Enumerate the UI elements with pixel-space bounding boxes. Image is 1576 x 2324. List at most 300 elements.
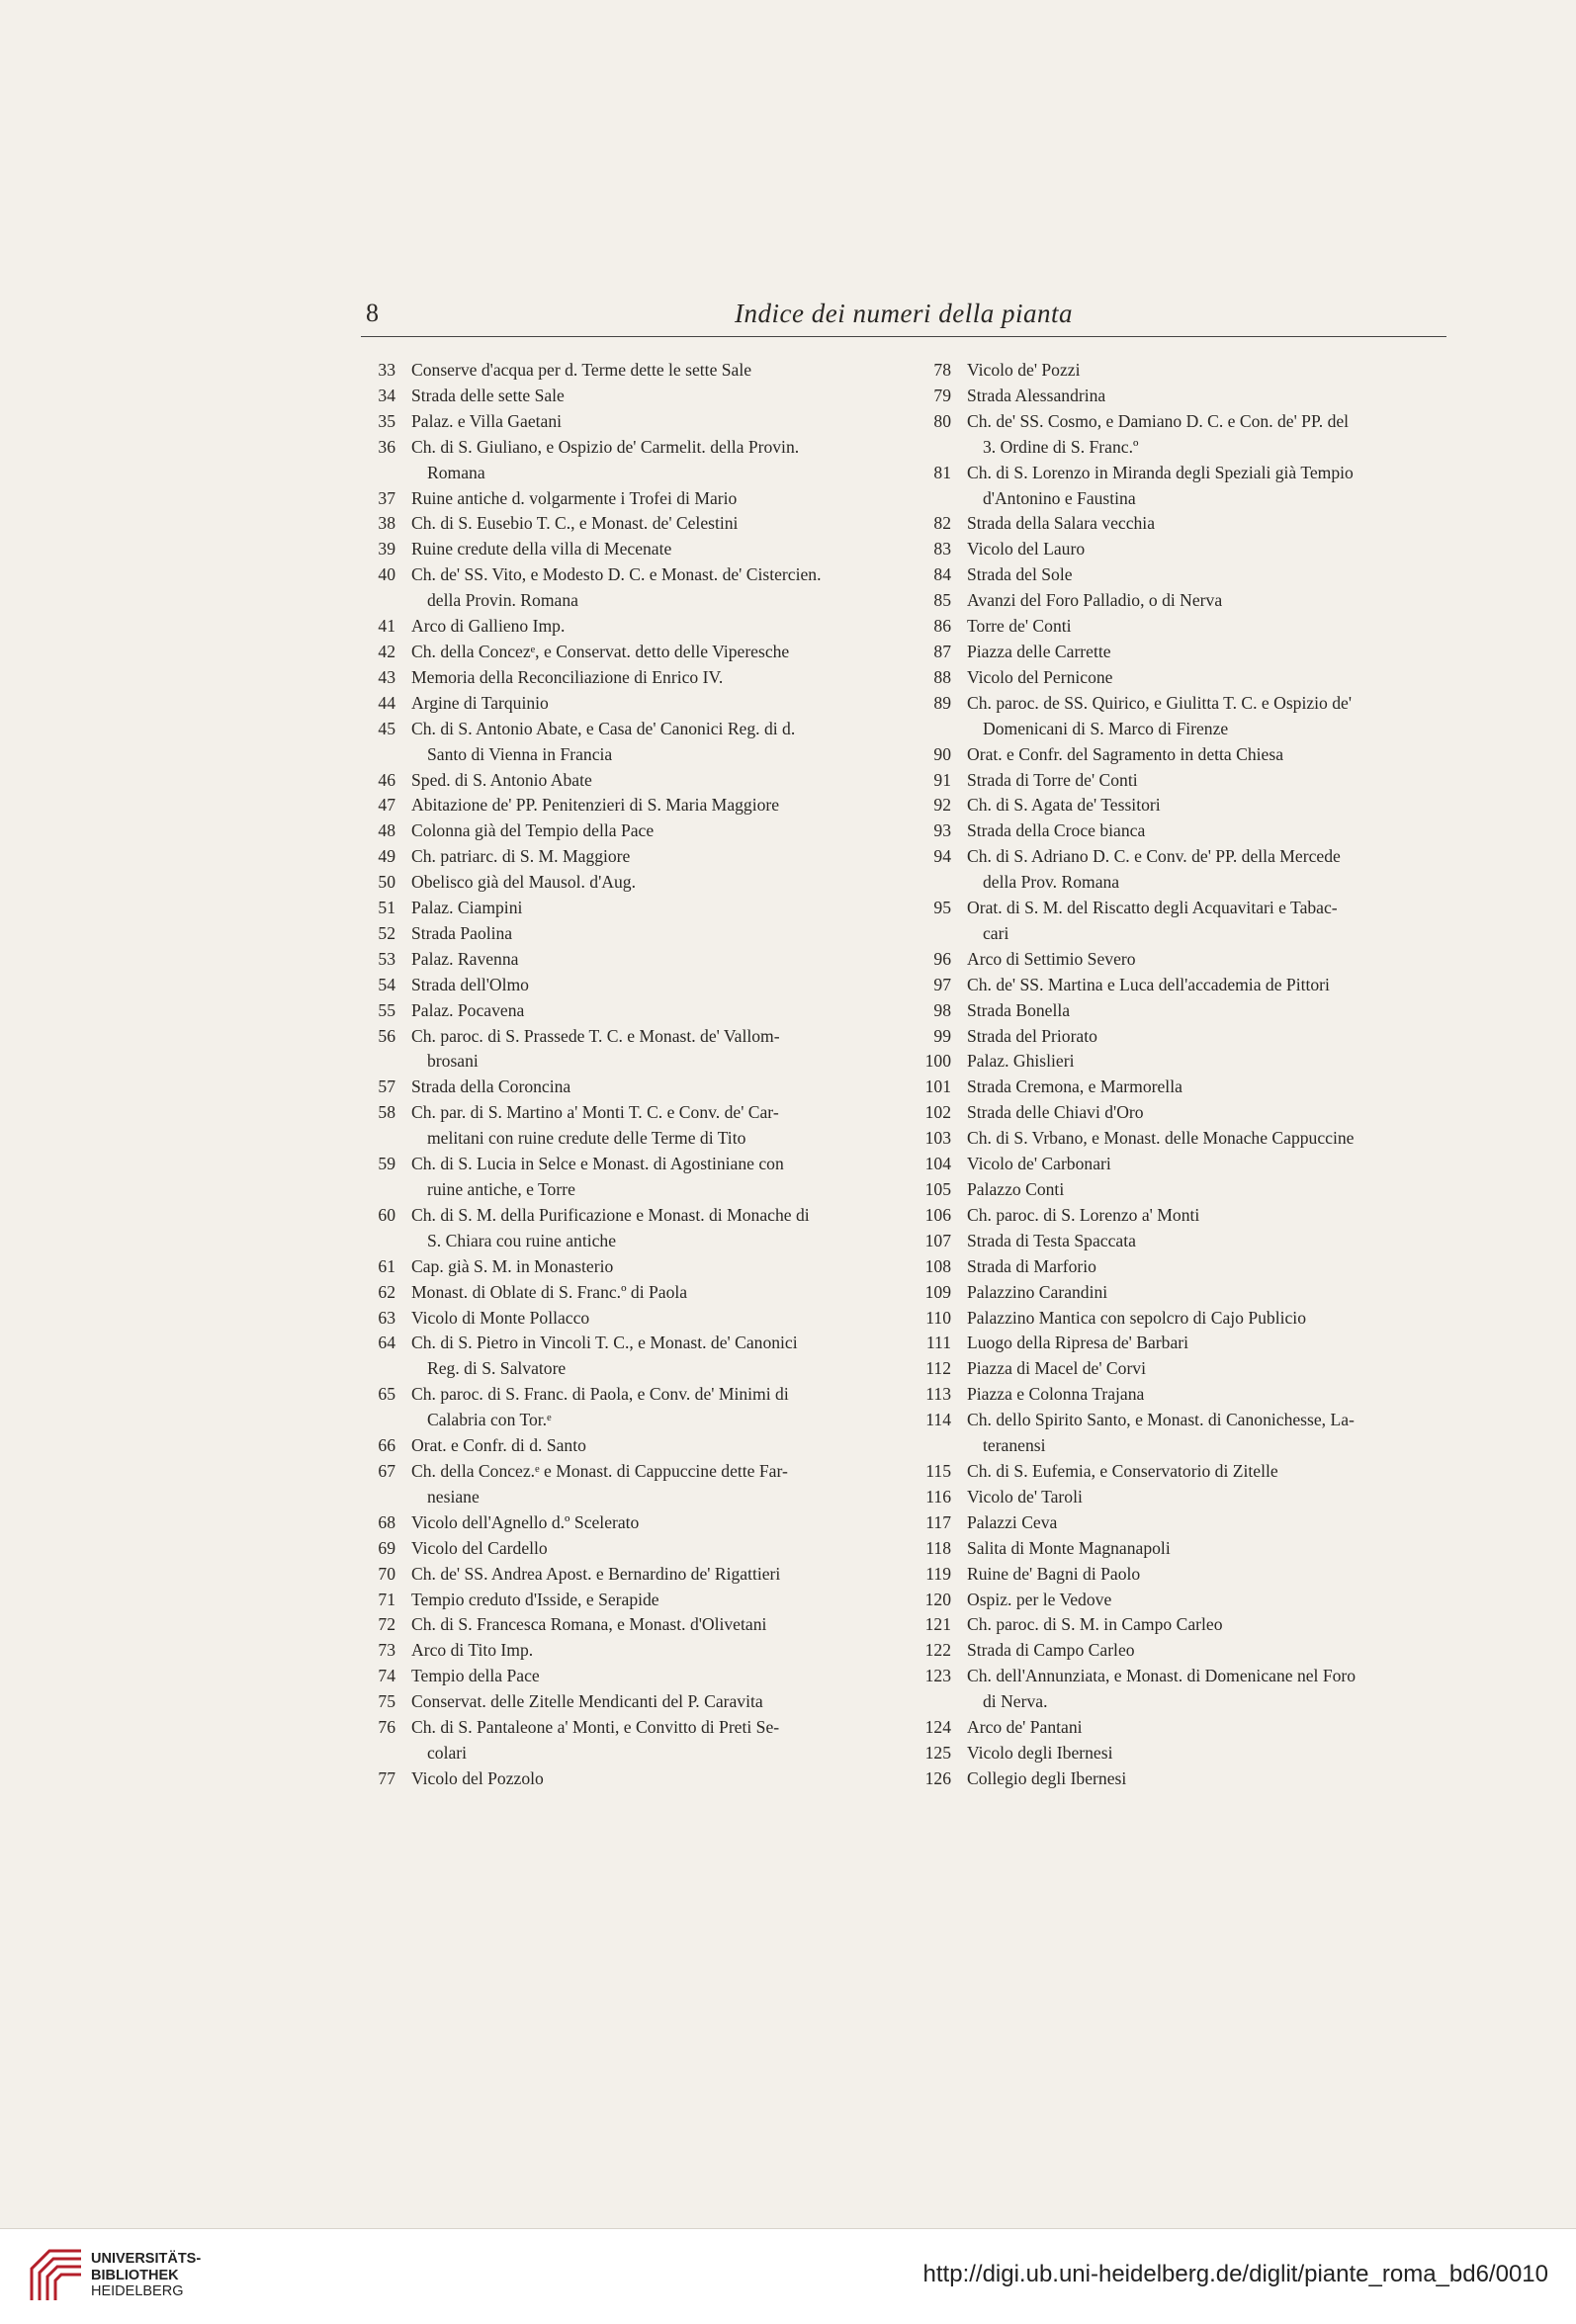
entry-number: 49 [378,846,395,867]
entry-text-line: Ch. dell'Annunziata, e Monast. di Domenicane nel Foro [967,1666,1357,1686]
entry-number: 99 [933,1025,951,1046]
entry-text-line: Ch. paroc. de SS. Quirico, e Giulitta T. C. e Ospizio de' [967,692,1353,713]
entry-number: 81 [933,462,951,482]
entry-text [967,640,1449,665]
entry-number: 123 [924,1666,951,1686]
index-entry [356,896,890,921]
index-entry [356,1536,890,1562]
entry-text-continuation: Romana [427,462,485,482]
index-entry [356,562,890,614]
entry-text-line: Vicolo del Pozzolo [411,1767,544,1788]
entry-number: 106 [924,1204,951,1225]
index-entry [356,1638,890,1664]
entry-number: 94 [933,846,951,867]
library-name-line3: HEIDELBERG [91,2283,184,2299]
entry-text-line: Ch. dello Spirito Santo, e Monast. di Canonichesse, La- [967,1410,1355,1430]
entry-text [411,1510,890,1536]
index-entry [356,1382,890,1433]
entry-text [411,665,890,691]
entry-text [967,1280,1449,1306]
index-entry [356,486,890,512]
entry-text [967,1485,1449,1510]
entry-text-line: Ch. della Concez.ᵉ e Monast. di Cappuccine dette Far- [411,1460,788,1481]
index-entry [356,511,890,537]
index-entry [908,1177,1449,1203]
library-logo-icon [28,2247,85,2304]
entry-number: 74 [378,1666,395,1686]
index-entry [356,1562,890,1588]
entry-text [411,973,890,998]
index-entry [908,1766,1449,1792]
entry-text-continuation: 3. Ordine di S. Franc.º [983,436,1139,457]
index-entry [908,973,1449,998]
entry-text-line: Strada del Sole [967,564,1073,585]
entry-number: 110 [925,1307,951,1328]
entry-text [967,1229,1449,1254]
entry-text-line: Strada della Croce bianca [967,820,1146,841]
index-entry [356,1024,890,1076]
index-entry [908,665,1449,691]
entry-number: 65 [378,1384,395,1405]
entry-text [967,1638,1449,1664]
entry-text [411,844,890,870]
entry-text-line: Strada di Marforio [967,1255,1096,1276]
entry-text-line: Salita di Monte Magnanapoli [967,1537,1171,1558]
entry-number: 101 [924,1076,951,1097]
entry-number: 45 [378,718,395,738]
entry-number: 77 [378,1767,395,1788]
index-entry [908,1024,1449,1050]
index-entry [356,768,890,794]
index-entry [908,1075,1449,1100]
index-entry [908,461,1449,512]
index-entry [908,384,1449,409]
entry-text [411,1536,890,1562]
entry-number: 64 [378,1333,395,1353]
entry-number: 40 [378,564,395,585]
entry-text [967,511,1449,537]
entry-text-line: Vicolo di Monte Pollacco [411,1307,590,1328]
entry-text [967,562,1449,588]
entry-number: 83 [933,539,951,559]
entry-text-line: Palaz. Ciampini [411,898,523,918]
index-entry [908,818,1449,844]
index-entry [908,1638,1449,1664]
entry-text-line: Argine di Tarquinio [411,692,549,713]
entry-number: 41 [378,616,395,637]
entry-number: 95 [933,898,951,918]
entry-text-line: Palazzo Conti [967,1179,1065,1199]
entry-text-line: Arco di Gallieno Imp. [411,616,566,637]
entry-number: 79 [933,385,951,405]
entry-text-line: Ch. di S. Vrbano, e Monast. delle Monache Cappuccine [967,1128,1355,1149]
index-entry [908,1254,1449,1280]
entry-number: 60 [378,1204,395,1225]
index-entry [356,793,890,818]
entry-text-line: Luogo della Ripresa de' Barbari [967,1333,1188,1353]
entry-number: 43 [378,666,395,687]
entry-text [967,1024,1449,1050]
index-entry [908,1331,1449,1356]
entry-text [411,1433,890,1459]
index-entry [356,947,890,973]
entry-text [967,1715,1449,1741]
entry-number: 33 [378,360,395,380]
entry-text-line: Palaz. Ravenna [411,948,519,969]
entry-text-line: Obelisco già del Mausol. d'Aug. [411,872,636,893]
entry-text-line: Ch. paroc. di S. Prassede T. C. e Monast. de' Vallom- [411,1025,780,1046]
entry-text-line: Vicolo degli Ibernesi [967,1742,1113,1763]
entry-text [411,1382,890,1433]
entry-text-line: Ch. de' SS. Martina e Luca dell'accademia de Pittori [967,974,1330,994]
entry-text [411,1664,890,1689]
entry-text [967,1536,1449,1562]
entry-text-line: Conservat. delle Zitelle Mendicanti del P. Caravita [411,1691,763,1712]
entry-number: 93 [933,820,951,841]
index-entry [908,768,1449,794]
entry-number: 104 [924,1154,951,1174]
index-entry [356,1510,890,1536]
entry-text-line: Strada Paolina [411,922,513,943]
entry-text-line: Sped. di S. Antonio Abate [411,769,592,790]
entry-number: 96 [933,948,951,969]
page-number: 8 [366,299,379,327]
entry-text-line: Ch. di S. Giuliano, e Ospizio de' Carmelit. della Provin. [411,436,800,457]
entry-text-line: Orat. e Confr. del Sagramento in detta Chiesa [967,743,1284,764]
entry-number: 112 [925,1358,951,1379]
entry-number: 48 [378,820,395,841]
entry-number: 98 [933,999,951,1020]
entry-text [411,1280,890,1306]
page-title: Indice dei numeri della pianta [735,299,1073,328]
index-entry [356,844,890,870]
entry-number: 88 [933,666,951,687]
index-entry [908,588,1449,614]
entry-text-line: Ch. di S. Pantaleone a' Monti, e Convitto di Preti Se- [411,1717,780,1738]
entry-text [411,614,890,640]
index-entry [908,409,1449,461]
entry-number: 51 [378,898,395,918]
entry-text [411,1715,890,1766]
entry-number: 58 [378,1102,395,1123]
entry-text [967,691,1449,742]
entry-text-line: Ch. di S. Adriano D. C. e Conv. de' PP. della Mercede [967,846,1341,867]
index-entry [908,1229,1449,1254]
entry-text [411,562,890,614]
entry-number: 39 [378,539,395,559]
entry-text [411,1331,890,1382]
entry-text [967,358,1449,384]
index-entry [908,1715,1449,1741]
entry-text-continuation: Calabria con Tor.ᵉ [427,1410,552,1430]
entry-number: 57 [378,1076,395,1097]
index-entry [356,973,890,998]
entry-text [967,1562,1449,1588]
index-entry [356,384,890,409]
entry-text-line: Torre de' Conti [967,616,1072,637]
entry-text [967,461,1449,512]
index-entry [908,1049,1449,1075]
entry-text-continuation: cari [983,922,1009,943]
entry-text [411,1638,890,1664]
entry-number: 126 [924,1767,951,1788]
entry-number: 84 [933,564,951,585]
entry-text [411,1588,890,1613]
entry-text-line: Piazza e Colonna Trajana [967,1384,1145,1405]
index-entry [908,1203,1449,1229]
entry-text-continuation: colari [427,1742,468,1763]
entry-text-line: Strada delle Chiavi d'Oro [967,1102,1144,1123]
entry-text-line: Orat. di S. M. del Riscatto degli Acquavitari e Tabac- [967,898,1338,918]
entry-text [411,511,890,537]
entry-number: 52 [378,922,395,943]
entry-text [411,384,890,409]
entry-text-continuation: Domenicani di S. Marco di Firenze [983,718,1229,738]
entry-number: 107 [924,1230,951,1250]
entry-text-line: Ch. par. di S. Martino a' Monti T. C. e Conv. de' Car- [411,1102,779,1123]
index-entry [908,1356,1449,1382]
index-entry [908,1100,1449,1126]
entry-text-line: Strada Bonella [967,999,1071,1020]
entry-text [967,742,1449,768]
index-entry [356,1203,890,1254]
entry-text-line: Memoria della Reconciliazione di Enrico IV. [411,666,724,687]
entry-text [967,1177,1449,1203]
entry-number: 109 [924,1281,951,1302]
index-entry [356,665,890,691]
entry-text-line: Ch. di S. Agata de' Tessitori [967,795,1161,816]
entry-number: 54 [378,974,395,994]
entry-text-continuation: Reg. di S. Salvatore [427,1358,567,1379]
permalink-url[interactable]: http://digi.ub.uni-heidelberg.de/diglit/piante_roma_bd6/0010 [922,2261,1548,2287]
entry-text-continuation: brosani [427,1051,479,1072]
entry-text [967,1664,1449,1715]
entry-text [411,358,890,384]
entry-text-line: Strada di Campo Carleo [967,1640,1135,1661]
entry-text-line: Vicolo dell'Agnello d.º Scelerato [411,1511,640,1532]
index-entry [356,691,890,717]
footer [0,2228,1576,2324]
entry-text [411,896,890,921]
index-entry [356,1588,890,1613]
index-entry [908,1485,1449,1510]
entry-number: 82 [933,513,951,534]
index-entry [356,614,890,640]
index-entry [908,1408,1449,1459]
index-entry [908,537,1449,562]
entry-number: 121 [924,1614,951,1635]
entry-text [967,537,1449,562]
entry-text-line: Strada Cremona, e Marmorella [967,1076,1182,1097]
entry-number: 86 [933,616,951,637]
entry-number: 87 [933,641,951,661]
entry-text-line: Palazzino Mantica con sepolcro di Cajo Publicio [967,1307,1306,1328]
entry-number: 78 [933,360,951,380]
entry-text [411,486,890,512]
entry-number: 90 [933,743,951,764]
entry-number: 119 [925,1563,951,1584]
entry-text-line: Palazzino Carandini [967,1281,1108,1302]
entry-text-continuation: di Nerva. [983,1691,1048,1712]
entry-number: 80 [933,410,951,431]
entry-text [967,1766,1449,1792]
entry-number: 37 [378,487,395,508]
entry-text [411,1203,890,1254]
entry-text-line: Ch. di S. Eufemia, e Conservatorio di Zitelle [967,1460,1278,1481]
index-entry [356,1075,890,1100]
index-entry [908,1741,1449,1766]
index-entry [356,1100,890,1152]
entry-text-line: Ch. paroc. di S. Franc. di Paola, e Conv. de' Minimi di [411,1384,789,1405]
entry-text [967,998,1449,1024]
entry-text [411,691,890,717]
entry-number: 66 [378,1435,395,1456]
index-entry [356,409,890,435]
entry-number: 46 [378,769,395,790]
entry-number: 97 [933,974,951,994]
entry-number: 62 [378,1281,395,1302]
entry-text [967,1356,1449,1382]
entry-text-line: Strada di Torre de' Conti [967,769,1138,790]
entry-number: 124 [924,1717,951,1738]
entry-text-line: Strada di Testa Spaccata [967,1230,1136,1250]
entry-number: 113 [925,1384,951,1405]
entry-text-line: Piazza di Macel de' Corvi [967,1358,1146,1379]
entry-text-continuation: ruine antiche, e Torre [427,1179,575,1199]
index-entry [908,1588,1449,1613]
entry-text [411,1254,890,1280]
library-name-line2: BIBLIOTHEK [91,2267,179,2283]
entry-text [411,1075,890,1100]
entry-text [967,409,1449,461]
entry-text [967,973,1449,998]
index-entry [908,562,1449,588]
entry-text-line: Tempio creduto d'Isside, e Serapide [411,1589,659,1609]
entry-text [967,1126,1449,1152]
entry-number: 68 [378,1511,395,1532]
entry-text [411,1562,890,1588]
entry-text [411,1100,890,1152]
index-entry [908,844,1449,896]
entry-text [967,1254,1449,1280]
entry-text [411,1612,890,1638]
entry-text-line: Palaz. e Villa Gaetani [411,410,563,431]
index-entry [908,947,1449,973]
index-entry [908,1612,1449,1638]
entry-text-line: Ch. de' SS. Cosmo, e Damiano D. C. e Con. de' PP. del [967,410,1350,431]
entry-number: 35 [378,410,395,431]
entry-text-continuation: Santo di Vienna in Francia [427,743,613,764]
entry-text [967,1075,1449,1100]
entry-text [411,1024,890,1076]
entry-number: 92 [933,795,951,816]
entry-text-line: Strada Alessandrina [967,385,1106,405]
entry-text [967,1382,1449,1408]
entry-number: 59 [378,1154,395,1174]
entry-text-line: Ch. de' SS. Vito, e Modesto D. C. e Monast. de' Cistercien. [411,564,822,585]
entry-number: 103 [924,1128,951,1149]
entry-number: 67 [378,1460,395,1481]
entry-text-line: Ch. di S. Lorenzo in Miranda degli Speziali già Tempio [967,462,1354,482]
entry-text [411,1766,890,1792]
entry-text [967,896,1449,947]
index-entry [356,640,890,665]
entry-number: 125 [924,1742,951,1763]
index-entry [908,640,1449,665]
entry-number: 89 [933,692,951,713]
entry-text [411,1306,890,1332]
entry-text [967,1408,1449,1459]
entry-text [411,947,890,973]
index-entry [908,1536,1449,1562]
entry-text-line: Ch. della Concezᵉ, e Conservat. detto delle Viperesche [411,641,790,661]
index-entry [356,1689,890,1715]
entry-number: 76 [378,1717,395,1738]
entry-number: 85 [933,590,951,611]
entry-number: 105 [924,1179,951,1199]
entry-text-line: Ruine de' Bagni di Paolo [967,1563,1141,1584]
entry-text-line: Piazza delle Carrette [967,641,1111,661]
entry-number: 55 [378,999,395,1020]
entry-number: 115 [925,1460,951,1481]
entry-text [411,768,890,794]
entry-number: 75 [378,1691,395,1712]
index-entry [356,1280,890,1306]
entry-text-line: Vicolo de' Taroli [967,1486,1083,1506]
entry-text-line: Avanzi del Foro Palladio, o di Nerva [967,590,1223,611]
index-entry [908,1510,1449,1536]
entry-number: 36 [378,436,395,457]
index-entry [908,1280,1449,1306]
entry-number: 72 [378,1614,395,1635]
index-entry [356,1331,890,1382]
entry-text [967,844,1449,896]
entry-text-line: Strada della Salara vecchia [967,513,1156,534]
index-entry [908,742,1449,768]
entry-text [411,640,890,665]
entry-text-line: Conserve d'acqua per d. Terme dette le sette Sale [411,360,752,380]
entry-number: 102 [924,1102,951,1123]
entry-number: 71 [378,1589,395,1609]
entry-number: 44 [378,692,395,713]
index-entry [356,717,890,768]
index-entry [356,1766,890,1792]
library-name [91,2251,201,2300]
entry-text [967,1049,1449,1075]
entry-text [967,818,1449,844]
entry-text-line: Vicolo de' Pozzi [967,360,1081,380]
index-entry [356,537,890,562]
entry-text [967,1203,1449,1229]
entry-text [967,384,1449,409]
entry-number: 50 [378,872,395,893]
entry-text-line: Palazzi Ceva [967,1511,1058,1532]
entry-text [967,768,1449,794]
entry-text [411,1459,890,1510]
index-entry [356,818,890,844]
entry-text-line: Ch. paroc. di S. M. in Campo Carleo [967,1614,1223,1635]
index-entry [356,358,890,384]
entry-number: 91 [933,769,951,790]
entry-text [411,818,890,844]
index-entry [356,1612,890,1638]
entry-text-line: Ch. di S. Pietro in Vincoli T. C., e Monast. de' Canonici [411,1333,798,1353]
entry-text [967,665,1449,691]
index-entry [908,1664,1449,1715]
entry-text-line: Vicolo de' Carbonari [967,1154,1111,1174]
entry-text-line: Ch. di S. Francesca Romana, e Monast. d'Olivetani [411,1614,767,1635]
index-entry [908,793,1449,818]
